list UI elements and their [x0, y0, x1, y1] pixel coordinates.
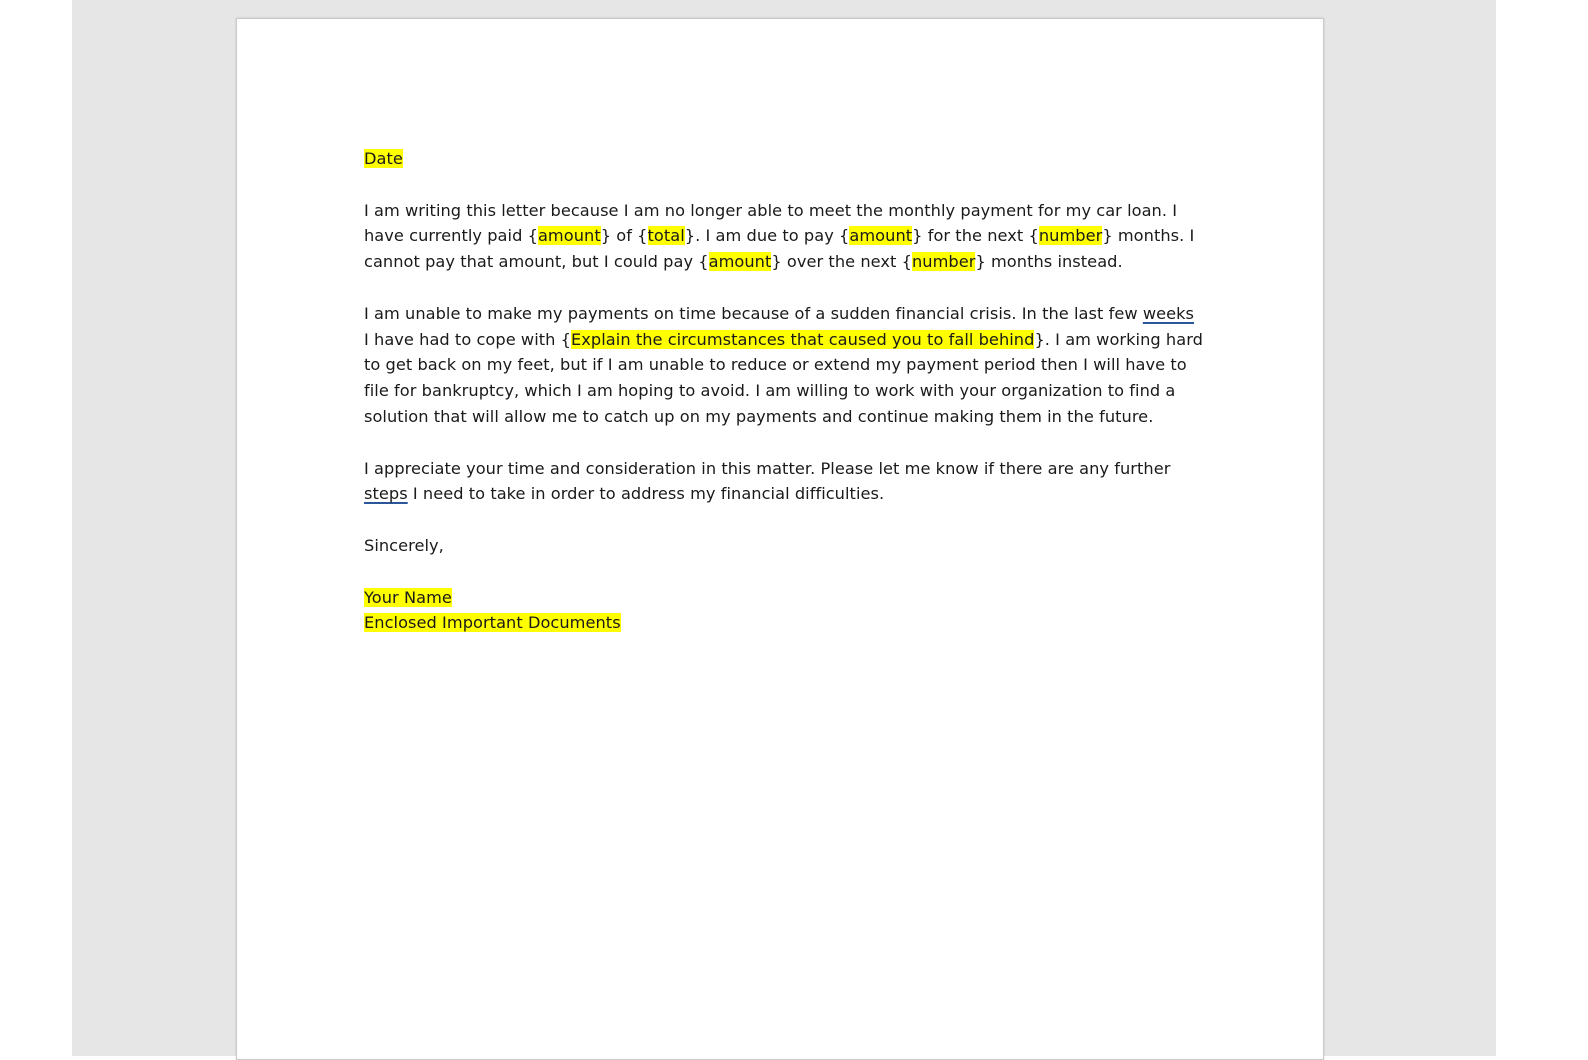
text-run: } months instead. [975, 252, 1123, 272]
number-placeholder: number [911, 252, 976, 272]
paragraph-payment-details [364, 198, 1204, 275]
text-run: I need to take in order to address my financial difficulties. [407, 484, 885, 504]
letter-body[interactable] [364, 146, 1204, 662]
text-run: } over the next { [771, 252, 912, 272]
amount-placeholder: amount [537, 226, 601, 246]
enclosure-placeholder: Enclosed Important Documents [364, 613, 621, 633]
signature-line [364, 585, 1204, 611]
enclosure-line [364, 610, 1204, 636]
amount-placeholder: amount [849, 226, 913, 246]
text-run: I am unable to make my payments on time because of a sudden financial crisis. In the last few [364, 303, 1143, 323]
text-run: } of { [600, 226, 648, 246]
text-run: I have had to cope with { [364, 329, 572, 349]
paragraph-circumstances [364, 301, 1204, 430]
text-run: } months. I cannot pay that amount, but I could pay { [364, 226, 1195, 272]
grammar-flag-weeks[interactable]: weeks [1142, 303, 1195, 323]
document-workspace [72, 0, 1496, 1056]
text-run: I appreciate your time and consideration in this matter. Please let me know if there are any further [364, 458, 1171, 478]
text-run: }. I am due to pay { [684, 226, 850, 246]
text-run: I am writing this letter because I am no longer able to meet the monthly payment for my car loan. I have currently paid { [364, 200, 1178, 246]
date-placeholder: Date [364, 149, 403, 168]
date-line [364, 146, 1204, 172]
total-placeholder: total [647, 226, 685, 246]
text-run: } for the next { [912, 226, 1039, 246]
paragraph-appreciation [364, 456, 1204, 508]
circumstances-placeholder: Explain the circumstances that caused you to fall behind [571, 329, 1035, 349]
grammar-flag-steps[interactable]: steps [364, 484, 408, 504]
closing-line: Sincerely, [364, 535, 444, 555]
document-page[interactable] [236, 18, 1324, 1060]
name-placeholder: Your Name [364, 587, 452, 607]
amount-placeholder: amount [708, 252, 772, 272]
text-run: }. I am working hard to get back on my feet, but if I am unable to reduce or extend my payment period then I will have to file for bankruptcy, which I am hoping to avoid. I am willing to work with your organization to find a solution that will allow me to catch up on my payments and continue making them in the future. [364, 329, 1203, 426]
number-placeholder: number [1038, 226, 1103, 246]
